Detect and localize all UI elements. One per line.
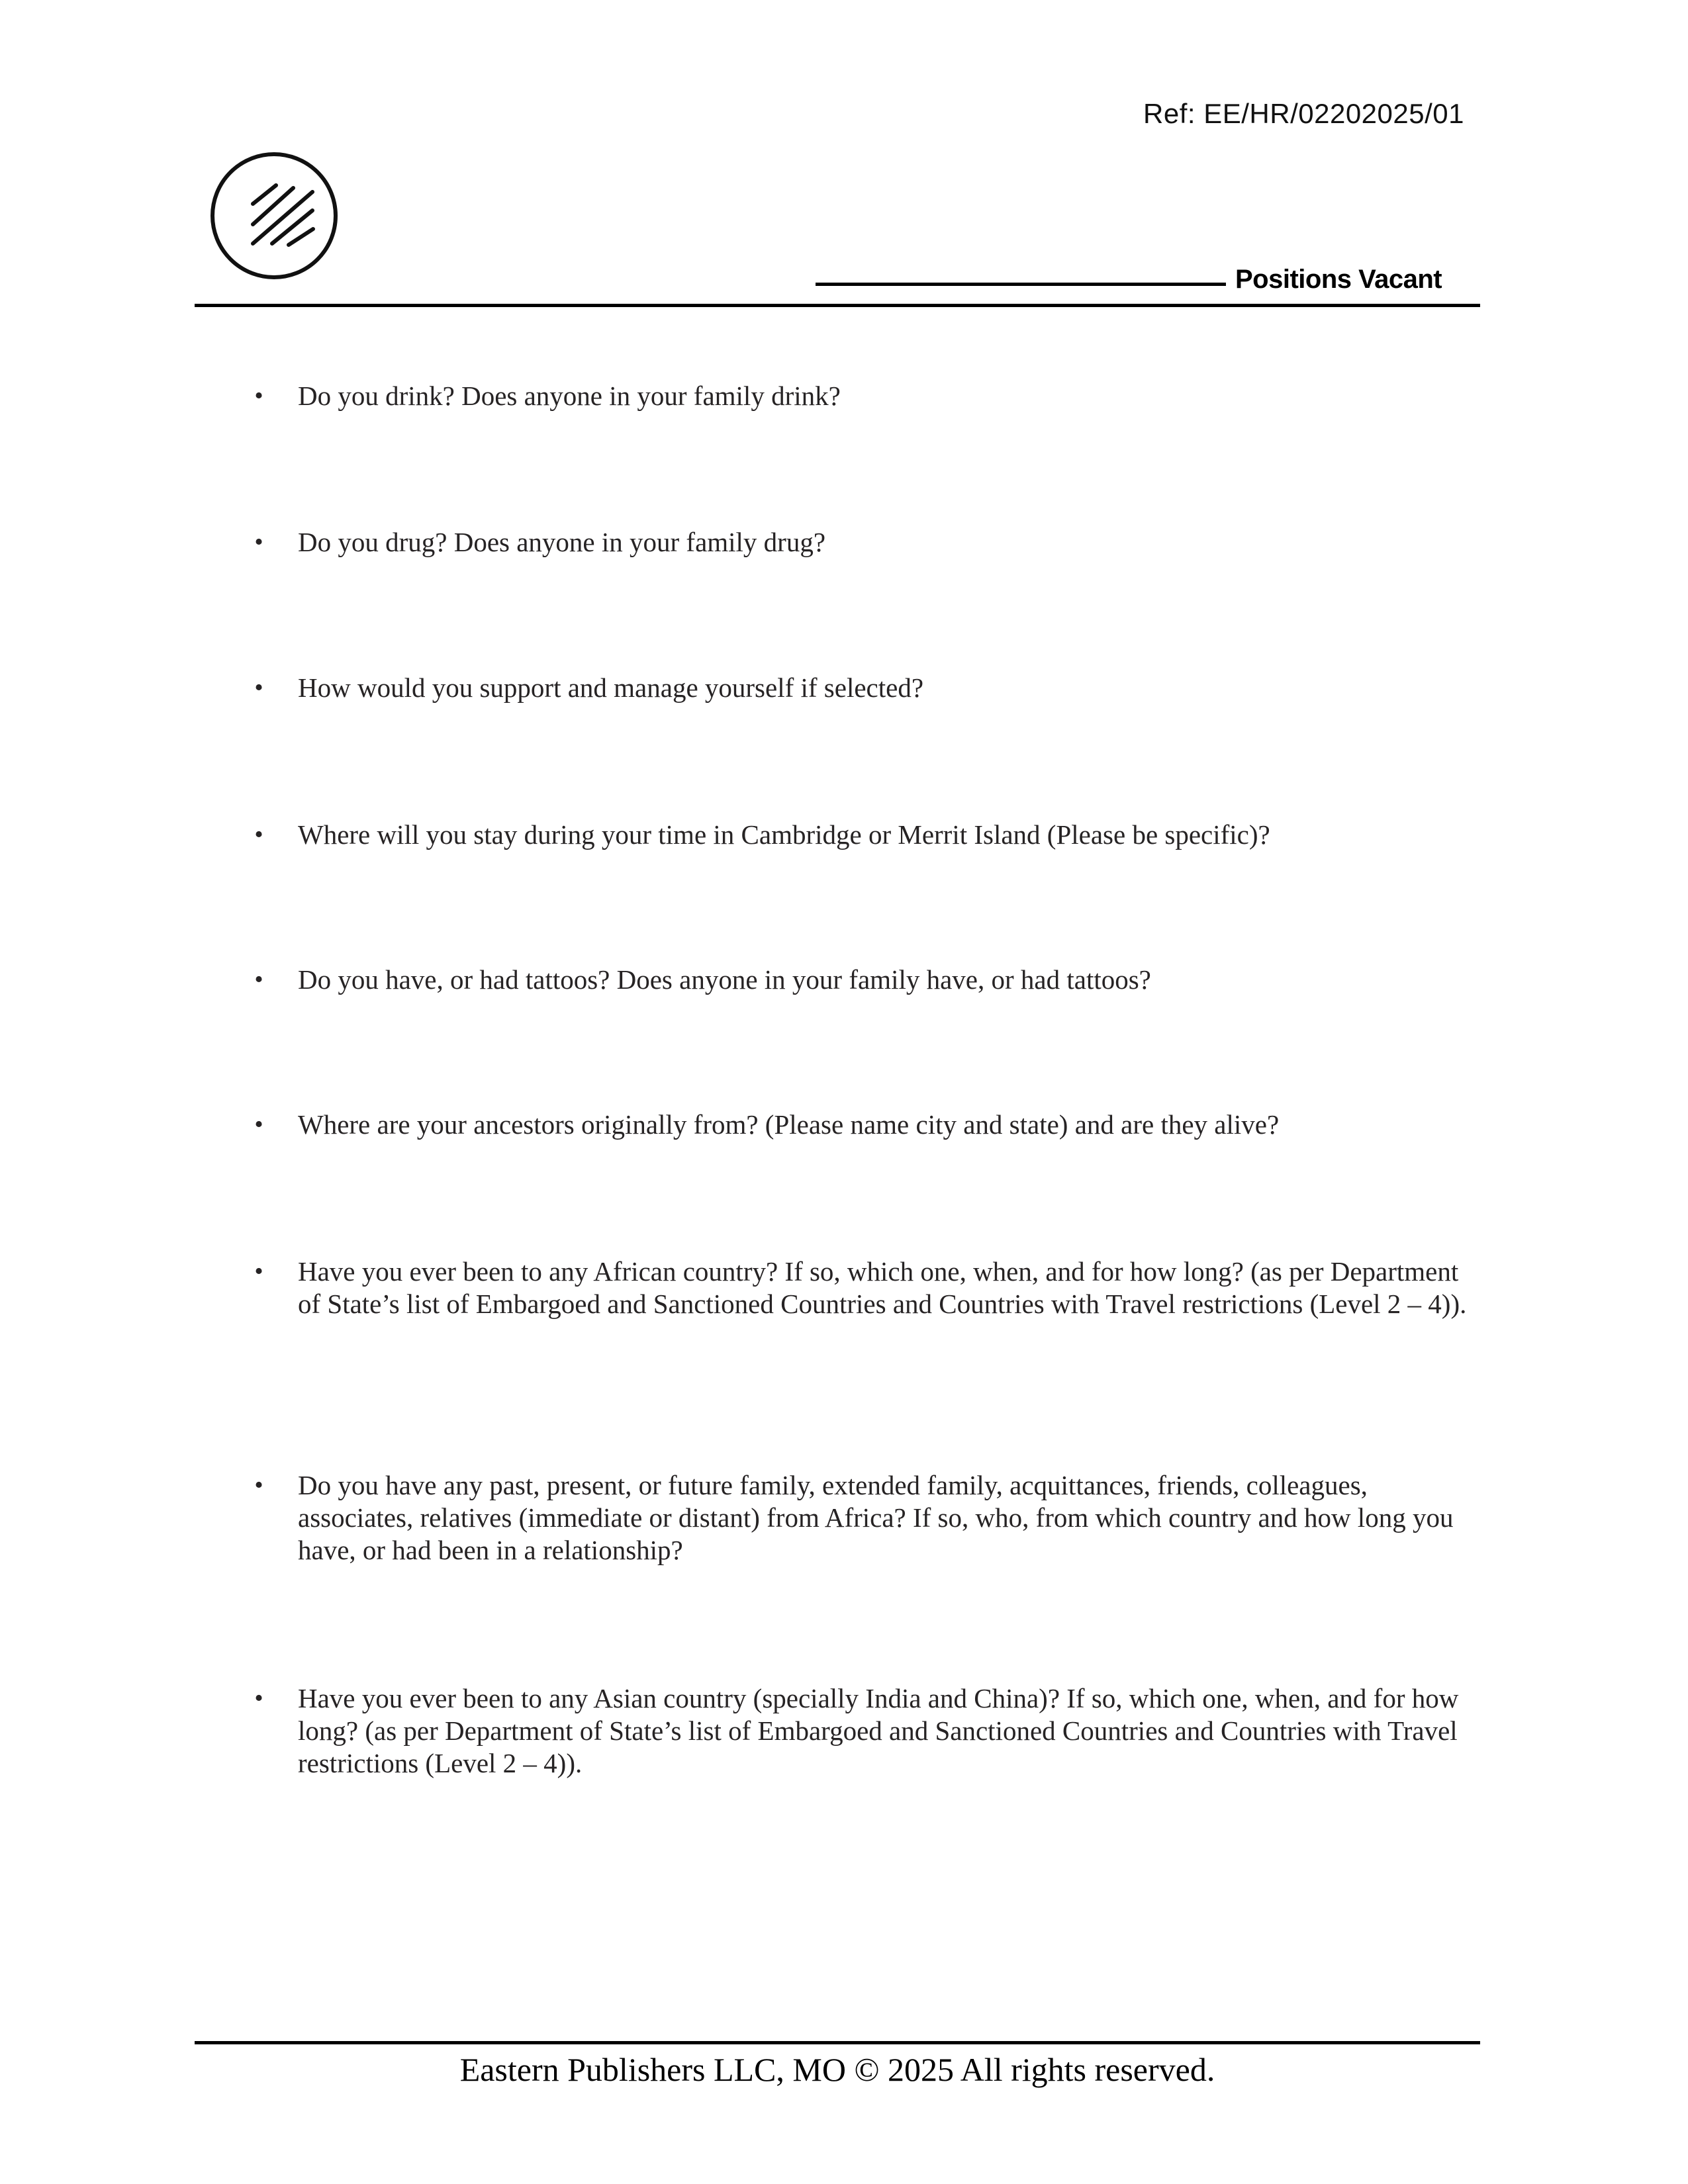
bullet-icon: • <box>254 966 263 993</box>
question-item <box>249 1469 1467 1567</box>
question-text: Do you drug? Does anyone in your family drug? <box>298 527 826 557</box>
question-text: How would you support and manage yourself if selected? <box>298 672 924 703</box>
bullet-icon: • <box>254 382 263 410</box>
question-text: Have you ever been to any Asian country (specially India and China)? If so, which one, when, and for how long? (as per Department of State’s list of Embargoed and Sanctioned Countries and Countries with Travel restrictions (Level 2 – 4)). <box>298 1683 1459 1778</box>
question-item <box>249 526 1467 559</box>
question-item <box>249 1255 1467 1320</box>
section-title: Positions Vacant <box>1235 265 1442 294</box>
question-item <box>249 380 1467 412</box>
question-item <box>249 964 1467 996</box>
header-divider <box>195 304 1480 307</box>
question-text: Do you have any past, present, or future family, extended family, acquittances, friends, colleagues, associates, relatives (immediate or distant) from Africa? If so, who, from which country and how long you have, or had been in a relationship? <box>298 1470 1454 1565</box>
footer-divider <box>195 2041 1480 2044</box>
header-accent-line <box>816 283 1226 286</box>
question-text: Have you ever been to any African country? If so, which one, when, and for how long? (as per Department of State’s list of Embargoed and Sanctioned Countries and Countries with Travel restrictions (Level 2 – 4)). <box>298 1256 1467 1319</box>
bullet-icon: • <box>254 1111 263 1138</box>
company-logo-icon <box>209 151 339 281</box>
bullet-icon: • <box>254 821 263 848</box>
question-text: Where are your ancestors originally from? (Please name city and state) and are they alive? <box>298 1109 1280 1140</box>
question-item <box>249 672 1467 704</box>
question-text: Do you drink? Does anyone in your family drink? <box>298 381 841 411</box>
question-item <box>249 1109 1467 1141</box>
bullet-icon: • <box>254 1471 263 1499</box>
question-text: Where will you stay during your time in Cambridge or Merrit Island (Please be specific)? <box>298 819 1270 850</box>
bullet-icon: • <box>254 1257 263 1285</box>
question-item <box>249 1682 1467 1780</box>
footer-copyright: Eastern Publishers LLC, MO © 2025 All rights reserved. <box>459 2051 1215 2088</box>
bullet-icon: • <box>254 674 263 702</box>
document-reference: Ref: EE/HR/02202025/01 <box>1143 98 1464 129</box>
bullet-icon: • <box>254 1684 263 1712</box>
question-item <box>249 819 1467 851</box>
question-text: Do you have, or had tattoos? Does anyone in your family have, or had tattoos? <box>298 964 1151 995</box>
bullet-icon: • <box>254 528 263 556</box>
